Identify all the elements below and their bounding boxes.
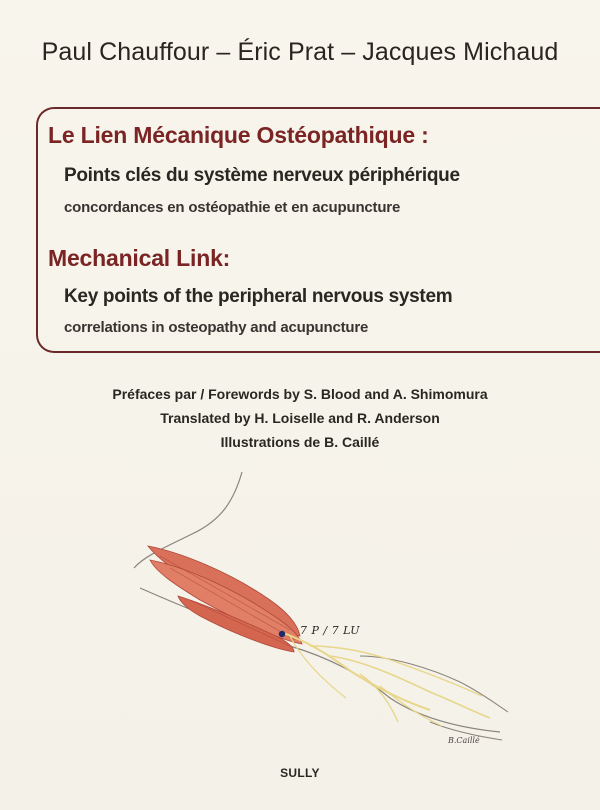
forearm-anatomy-illustration [130, 460, 510, 760]
illustrator-signature: B.Caillé [448, 736, 480, 745]
subtitle-french: Points clés du système nerveux périphérique [64, 165, 460, 186]
hand-outline [360, 656, 508, 712]
nerve-branch-5 [290, 636, 346, 698]
credit-forewords: Préfaces par / Forewords by S. Blood and A. Shimomura [112, 386, 488, 402]
arm-outline [134, 472, 242, 568]
publisher: SULLY [280, 766, 320, 780]
nerve-branch-2 [310, 646, 482, 696]
point-label: 7 P / 7 LU [300, 624, 361, 637]
authors: Paul Chauffour – Éric Prat – Jacques Michaud [41, 38, 559, 66]
nerve-main [280, 632, 430, 710]
subtitle-english: Key points of the peripheral nervous system [64, 286, 453, 307]
credit-illustrations: Illustrations de B. Caillé [220, 434, 380, 450]
subsubtitle-french: concordances en ostéopathie et en acupuncture [64, 199, 401, 216]
title-french: Le Lien Mécanique Ostéopathique : [48, 122, 429, 148]
credit-translators: Translated by H. Loiselle and R. Anderson [160, 410, 440, 426]
title-english: Mechanical Link: [48, 245, 231, 271]
subsubtitle-english: correlations in osteopathy and acupuncture [64, 319, 369, 336]
key-point-marker [279, 631, 285, 637]
credits-block [0, 382, 600, 454]
